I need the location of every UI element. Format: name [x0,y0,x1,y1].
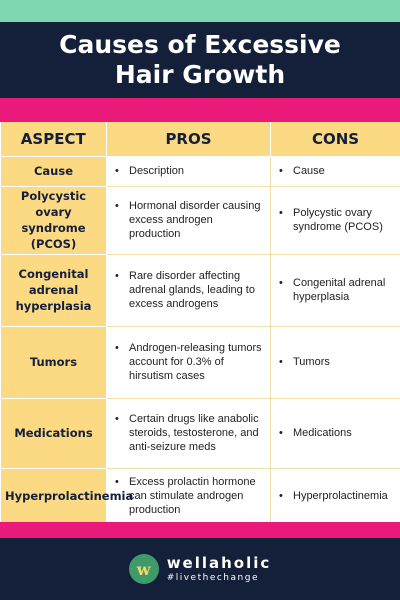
brand-tagline: #livethechange [166,573,259,583]
table-row [1,326,400,398]
leaf-logo-icon [129,554,159,584]
pros-cell [107,398,271,468]
bullet-dot-icon: • [279,277,283,289]
page-title: Causes of Excessive Hair Growth [59,30,341,89]
con-text: Polycystic ovary syndrome (PCOS) [293,207,383,233]
table-body [1,156,400,524]
logo-letter: w [136,559,151,579]
con-text: Cause [293,165,325,177]
bullet-item [279,164,394,178]
pro-text: Certain drugs like anabolic steroids, testosterone, and anti-seizure meds [129,413,259,453]
comparison-table-wrap [0,122,400,522]
cons-cell [271,468,400,524]
bullet-dot-icon: • [115,342,119,354]
bullet-item [115,199,264,241]
pros-cell [107,156,271,186]
pink-divider-top [0,98,400,122]
bullet-dot-icon: • [115,165,119,177]
aspect-cell: Tumors [1,326,107,398]
cons-cell [271,398,400,468]
con-text: Congenital adrenal hyperplasia [293,277,386,303]
pro-text: Hormonal disorder causing excess androgen production [129,200,261,240]
pros-cell [107,186,271,254]
comparison-table [0,122,400,525]
aspect-cell: Congenital adrenal hyperplasia [1,254,107,326]
pro-text: Rare disorder affecting adrenal glands, leading to excess androgens [129,270,255,310]
aspect-cell: Hyperprolactinemia [1,468,107,524]
title-block [0,22,400,98]
bullet-item [115,475,264,517]
aspect-cell: Polycystic ovary syndrome (PCOS) [1,186,107,254]
header-cons: CONS [271,122,400,156]
table-row [1,156,400,186]
table-row [1,398,400,468]
header-aspect: ASPECT [1,122,107,156]
pros-cell [107,326,271,398]
table-row [1,468,400,524]
pros-cell [107,468,271,524]
brand-name: wellaholic [166,554,272,572]
cons-cell [271,254,400,326]
table-row [1,254,400,326]
bullet-item [279,355,394,369]
cons-cell [271,326,400,398]
con-text: Medications [293,427,352,439]
pro-text: Androgen-releasing tumors account for 0.3% of hirsutism cases [129,342,262,382]
aspect-cell: Medications [1,398,107,468]
aspect-cell: Cause [1,156,107,186]
pros-cell [107,254,271,326]
bullet-dot-icon: • [279,356,283,368]
bullet-item [115,269,264,311]
table-header-row [1,122,400,156]
pro-text: Excess prolactin hormone can stimulate androgen production [129,476,256,516]
bullet-dot-icon: • [115,200,119,212]
bullet-item [115,164,264,178]
cons-cell [271,186,400,254]
bullet-item [115,412,264,454]
con-text: Hyperprolactinemia [293,490,388,502]
pink-divider-bottom [0,522,400,538]
top-accent-band [0,0,400,22]
header-pros: PROS [107,122,271,156]
bullet-dot-icon: • [279,165,283,177]
bullet-dot-icon: • [279,427,283,439]
bullet-dot-icon: • [115,413,119,425]
bullet-dot-icon: • [279,490,283,502]
bullet-item [279,276,394,304]
bullet-dot-icon: • [115,476,119,488]
bullet-item [115,341,264,383]
pro-text: Description [129,165,185,177]
footer [0,538,400,600]
bullet-item [279,489,394,503]
bullet-dot-icon: • [279,207,283,219]
table-row [1,186,400,254]
brand [167,554,272,584]
cons-cell [271,156,400,186]
con-text: Tumors [293,356,330,368]
bullet-dot-icon: • [115,270,119,282]
bullet-item [279,426,394,440]
bullet-item [279,206,394,234]
